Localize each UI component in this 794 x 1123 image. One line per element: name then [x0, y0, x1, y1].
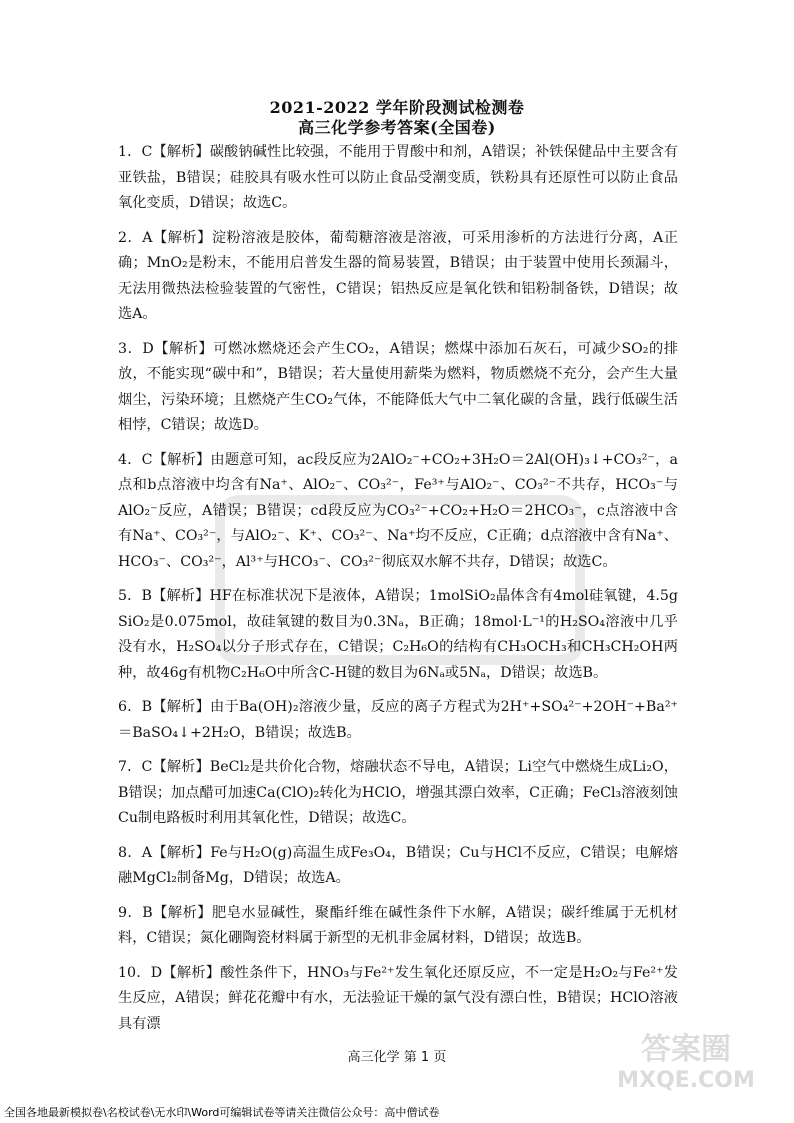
answer-item: 5．B【解析】HF在标准状况下是液体，A错误；1molSiO₂晶体含有4mol硅氧键，4.5g SiO₂是0.075mol，故硅氧键的数目为0.3Nₐ，B正确；18mol·L⁻¹的H₂SO₄溶液中几乎没有水，H₂SO₄以分子形式存在，C错误；C₂H₆O的结构有CH₃OCH₃和CH₃CH₂OH两种，故46g有机物C₂H₆O中所含C-H键的数目为6Nₐ或5Nₐ，D错误；故选B。 [118, 588, 678, 681]
answer-item: 9．B【解析】肥皂水显碱性，聚酯纤维在碱性条件下水解，A错误；碳纤维属于无机材料，C错误；氮化硼陶瓷材料属于新型的无机非金属材料，D错误；故选B。 [118, 904, 678, 946]
answer-list [118, 140, 678, 1046]
bottom-note: 全国各地最新模拟卷\名校试卷\无水印\Word可编辑试卷等请关注微信公众号：高中僧试卷 [4, 1106, 440, 1119]
document-subtitle: 高三化学参考答案(全国卷) [298, 118, 496, 137]
answer-item: 2．A【解析】淀粉溶液是胶体，葡萄糖溶液是溶液，可采用渗析的方法进行分离，A正确；MnO₂是粉末，不能用启普发生器的简易装置，B错误；由于装置中使用长颈漏斗，无法用微热法检验装置的气密性，C错误；铝热反应是氧化铁和铝粉制备铁，D错误；故选A。 [118, 229, 678, 322]
answer-item: 1．C【解析】碳酸钠碱性比较强，不能用于胃酸中和剂，A错误；补铁保健品中主要含有亚铁盐，B错误；硅胶具有吸水性可以防止食品受潮变质，铁粉具有还原性可以防止食品氧化变质，D错误；故选C。 [118, 144, 678, 211]
answer-item: 4．C【解析】由题意可知，ac段反应为2AlO₂⁻+CO₂+3H₂O＝2Al(OH)₃↓+CO₃²⁻，a点和b点溶液中均含有Na⁺、AlO₂⁻、CO₃²⁻，Fe³⁺与AlO₂⁻、CO₃²⁻不共存，HCO₃⁻与AlO₂⁻反应，A错误；B错误；cd段反应为CO₃²⁻+CO₂+H₂O＝2HCO₃⁻，c点溶液中含有Na⁺、CO₃²⁻，与AlO₂⁻、K⁺、CO₃²⁻、Na⁺均不反应，C正确；d点溶液中含有Na⁺、HCO₃⁻、CO₃²⁻，Al³⁺与HCO₃⁻、CO₃²⁻彻底双水解不共存，D错误；故选C。 [118, 451, 678, 570]
svg-text:答案圈: 答案圈 [641, 1032, 731, 1067]
svg-text:MXQE.COM: MXQE.COM [617, 1068, 755, 1093]
answer-item: 8．A【解析】Fe与H₂O(g)高温生成Fe₃O₄，B错误；Cu与HCl不反应，C错误；电解熔融MgCl₂制备Mg，D错误；故选A。 [118, 844, 678, 886]
document-title: 2021-2022 学年阶段测试检测卷 [269, 98, 525, 117]
page-footer: 高三化学 第 1 页 [347, 1050, 447, 1065]
answer-item: 3．D【解析】可燃冰燃烧还会产生CO₂，A错误；燃煤中添加石灰石，可减少SO₂的排放，不能实现“碳中和”，B错误；若大量使用薪柴为燃料，物质燃烧不充分，会产生大量烟尘，污染环境；且燃烧产生CO₂气体，不能降低大气中二氧化碳的含量，践行低碳生活相悖，C错误；故选D。 [118, 340, 678, 433]
answer-item: 6．B【解析】由于Ba(OH)₂溶液少量，反应的离子方程式为2H⁺+SO₄²⁻+2OH⁻+Ba²⁺＝BaSO₄↓+2H₂O，B错误；故选B。 [118, 699, 678, 741]
answer-item: 7．C【解析】BeCl₂是共价化合物，熔融状态不导电，A错误；Li空气中燃烧生成Li₂O，B错误；加点醋可加速Ca(ClO)₂转化为HClO，增强其漂白效率，C正确；FeCl₃溶液刻蚀Cu制电路板时利用其氧化性，D错误；故选C。 [118, 759, 678, 826]
answer-logo-watermark [606, 1025, 766, 1095]
answer-item: 10．D【解析】酸性条件下，HNO₃与Fe²⁺发生氧化还原反应，不一定是H₂O₂与Fe²⁺发生反应，A错误；鲜花花瓣中有水，无法验证干燥的氯气没有漂白性，B错误；HClO溶液具有漂 [118, 964, 678, 1032]
